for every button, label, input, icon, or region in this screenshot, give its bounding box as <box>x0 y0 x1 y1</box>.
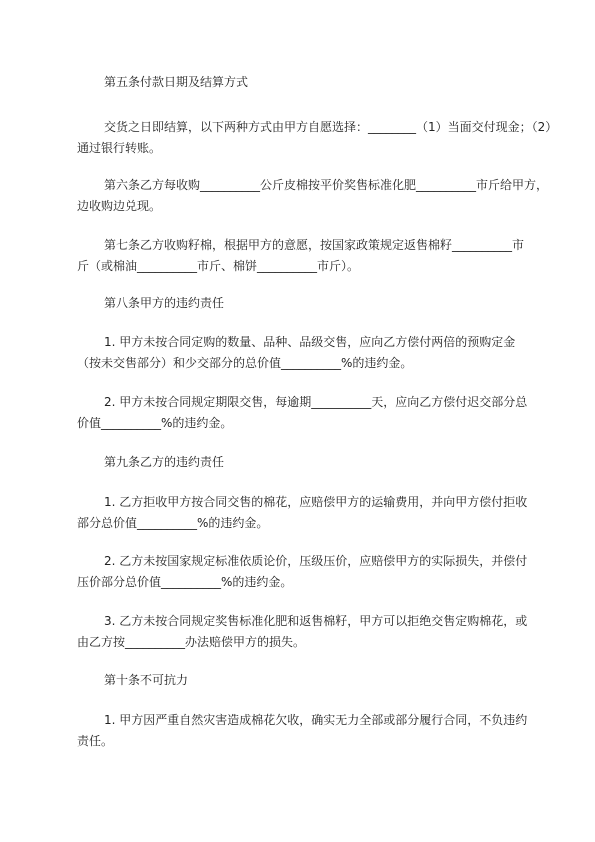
paragraph-line: 第十条不可抗力 <box>104 673 189 687</box>
paragraph-line: 交货之日即结算，以下两种方式由甲方自愿选择：________（1）当面交付现金；（2） <box>104 120 558 134</box>
paragraph-line: 2. 乙方未按国家规定标准依质论价，压级压价，应赔偿甲方的实际损失，并偿付 <box>104 554 528 568</box>
paragraph-line: 1. 甲方未按合同定购的数量、品种、品级交售，应向乙方偿付两倍的预购定金 <box>104 335 516 349</box>
paragraph-line: 第五条付款日期及结算方式 <box>104 75 249 89</box>
paragraph-line: 由乙方按__________办法赔偿甲方的损失。 <box>77 635 306 649</box>
paragraph-line: 部分总价值__________%的违约金。 <box>77 516 269 530</box>
paragraph-line: 1. 甲方因严重自然灾害造成棉花欠收，确实无力全部或部分履行合同，不负违约 <box>104 713 528 727</box>
paragraph-line: 价值__________%的违约金。 <box>77 416 233 430</box>
paragraph-line: 压价部分总价值__________%的违约金。 <box>77 575 293 589</box>
paragraph-line: 斤（或棉油__________市斤、棉饼__________市斤）。 <box>77 259 360 273</box>
paragraph-line: 第七条乙方收购籽棉，根据甲方的意愿，按国家政策规定返售棉籽__________市 <box>104 238 525 252</box>
paragraph-line: 第八条甲方的违约责任 <box>104 296 225 310</box>
paragraph-line: （按未交售部分）和少交部分的总价值__________%的违约金。 <box>77 356 413 370</box>
paragraph-line: 通过银行转账。 <box>77 141 162 155</box>
paragraph-line: 边收购边兑现。 <box>77 199 162 213</box>
paragraph-line: 2. 甲方未按合同规定期限交售，每逾期__________天，应向乙方偿付迟交部分总 <box>104 395 528 409</box>
paragraph-line: 1. 乙方拒收甲方按合同交售的棉花，应赔偿甲方的运输费用，并向甲方偿付拒收 <box>104 495 528 509</box>
paragraph-line: 责任。 <box>77 734 114 748</box>
paragraph-line: 第六条乙方每收购__________公斤皮棉按平价奖售标准化肥__________市斤给甲方， <box>104 178 549 192</box>
paragraph-line: 3. 乙方未按合同规定奖售标准化肥和返售棉籽，甲方可以拒绝交售定购棉花，或 <box>104 614 528 628</box>
paragraph-line: 第九条乙方的违约责任 <box>104 455 225 469</box>
